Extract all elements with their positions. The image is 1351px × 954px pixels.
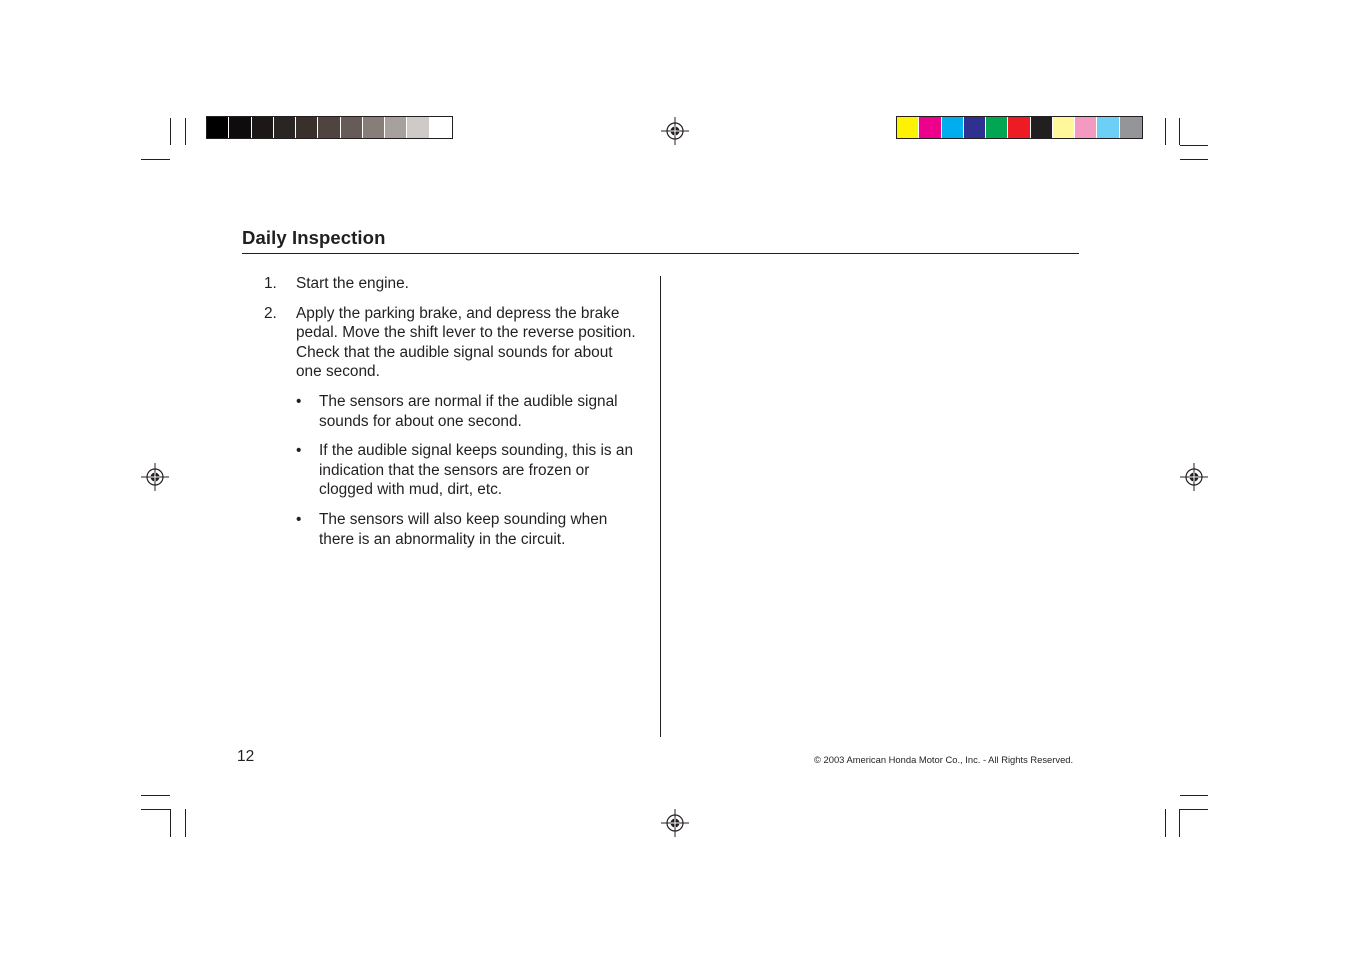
- registration-mark-icon: [661, 809, 689, 837]
- bullet-text: The sensors are normal if the audible signal sounds for about one second.: [319, 392, 618, 430]
- color-swatch: [341, 117, 363, 138]
- crop-mark: [1180, 795, 1208, 796]
- step-text: Start the engine.: [296, 275, 409, 292]
- registration-mark-icon: [661, 117, 689, 145]
- color-swatch: [229, 117, 251, 138]
- step-item: [262, 304, 642, 550]
- title-divider: [242, 253, 1079, 254]
- crop-mark: [185, 118, 186, 145]
- crop-mark: [170, 118, 171, 145]
- color-swatch: [964, 117, 986, 138]
- crop-mark: [141, 795, 170, 796]
- crop-mark: [1165, 118, 1166, 145]
- color-swatch: [1120, 117, 1142, 138]
- bullet-item: [296, 510, 642, 549]
- step-number: 2.: [264, 304, 277, 322]
- process-color-bar: [896, 116, 1143, 139]
- registration-mark-icon: [1180, 463, 1208, 491]
- color-swatch: [407, 117, 429, 138]
- color-swatch: [1097, 117, 1119, 138]
- registration-mark-icon: [141, 463, 169, 491]
- bullet-text: If the audible signal keeps sounding, this is an indication that the sensors are frozen or clogged with mud, dirt, etc.: [319, 442, 634, 499]
- step-text: Apply the parking brake, and depress the brake pedal. Move the shift lever to the reverse position. Check that the audible signal sounds for about one second.: [296, 304, 636, 381]
- color-swatch: [385, 117, 407, 138]
- crop-mark: [141, 159, 170, 160]
- color-swatch: [986, 117, 1008, 138]
- color-swatch: [1031, 117, 1053, 138]
- crop-mark: [1179, 118, 1180, 145]
- color-swatch: [430, 117, 452, 138]
- bullet-item: [296, 441, 642, 500]
- copyright-notice: © 2003 American Honda Motor Co., Inc. - All Rights Reserved.: [814, 754, 1074, 765]
- crop-mark: [141, 809, 170, 810]
- step-item: [262, 274, 642, 294]
- bullet-text: The sensors will also keep sounding when there is an abnormality in the circuit.: [319, 510, 608, 548]
- bullet-list: [296, 392, 642, 549]
- color-swatch: [318, 117, 340, 138]
- bullet-item: [296, 392, 642, 431]
- color-swatch: [919, 117, 941, 138]
- color-swatch: [1008, 117, 1030, 138]
- color-swatch: [363, 117, 385, 138]
- crop-mark: [1180, 145, 1208, 146]
- page-number: 12: [237, 748, 255, 765]
- crop-mark: [185, 809, 186, 837]
- color-swatch: [897, 117, 919, 138]
- crop-mark: [170, 809, 171, 837]
- inspection-steps: [262, 274, 642, 559]
- column-divider: [660, 276, 661, 737]
- crop-mark: [1179, 809, 1180, 837]
- crop-mark: [1165, 809, 1166, 837]
- color-swatch: [1053, 117, 1075, 138]
- color-swatch: [1075, 117, 1097, 138]
- grayscale-color-bar: [206, 116, 453, 139]
- color-swatch: [207, 117, 229, 138]
- bullet-symbol: •: [296, 510, 302, 528]
- step-number: 1.: [264, 275, 277, 292]
- color-swatch: [942, 117, 964, 138]
- color-swatch: [274, 117, 296, 138]
- crop-mark: [1180, 159, 1208, 160]
- color-swatch: [296, 117, 318, 138]
- page-title: Daily Inspection: [242, 227, 386, 248]
- crop-mark: [1180, 809, 1208, 810]
- bullet-symbol: •: [296, 392, 302, 410]
- bullet-symbol: •: [296, 442, 302, 460]
- color-swatch: [252, 117, 274, 138]
